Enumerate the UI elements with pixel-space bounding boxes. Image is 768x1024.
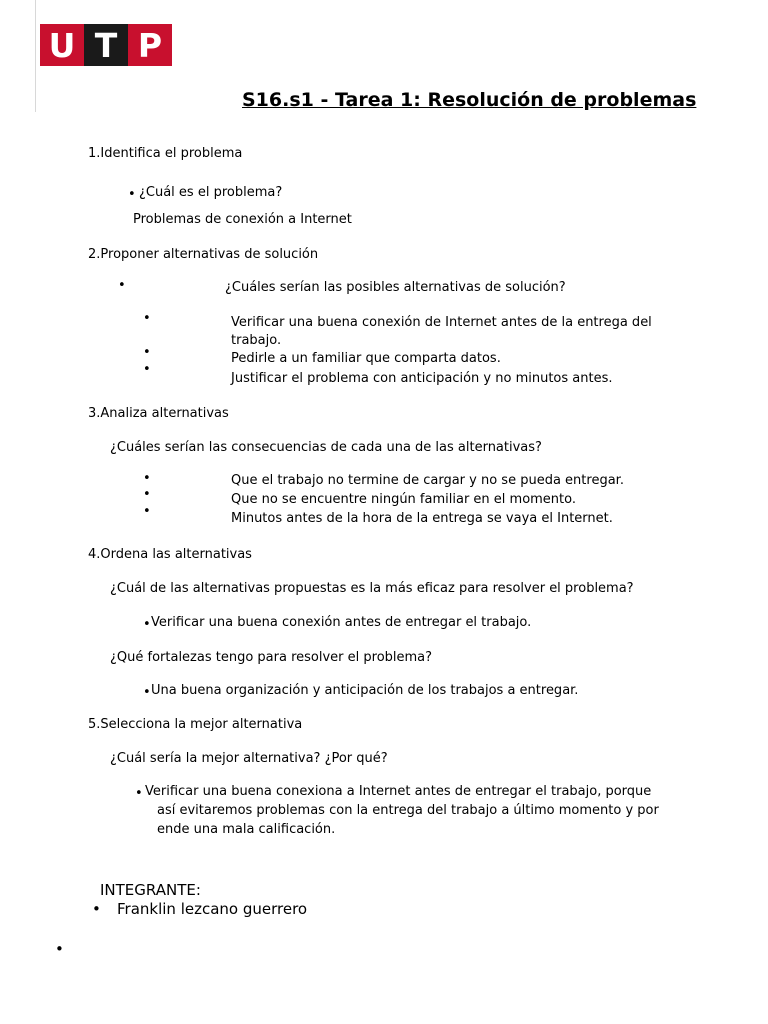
section-4-question-2: ¿Qué fortalezas tengo para resolver el problema? xyxy=(110,650,433,665)
section-3-heading: 3.Analiza alternativas xyxy=(88,406,229,421)
section-1-heading: 1.Identifica el problema xyxy=(88,146,243,161)
bullet: • xyxy=(143,362,151,377)
bullet: • xyxy=(143,487,151,502)
bullet: • xyxy=(128,187,136,202)
document-title: S16.s1 - Tarea 1: Resolución de problemas xyxy=(242,89,697,111)
section-3-answer: Que el trabajo no termine de cargar y no se pueda entregar. xyxy=(231,473,624,488)
section-2-answer-line: trabajo. xyxy=(231,333,282,348)
bullet: • xyxy=(55,940,64,958)
section-2-heading: 2.Proponer alternativas de solución xyxy=(88,247,319,262)
section-3-answer: Que no se encuentre ningún familiar en el momento. xyxy=(231,492,577,507)
section-2-answer-line: Justificar el problema con anticipación y no minutos antes. xyxy=(231,371,613,386)
member-name: Franklin lezcano guerrero xyxy=(117,900,308,918)
section-2-answer-line: Pedirle a un familiar que comparta datos. xyxy=(231,351,501,366)
section-4-answer-2: Una buena organización y anticipación de los trabajos a entregar. xyxy=(151,683,579,698)
bullet: • xyxy=(143,685,151,700)
bullet: • xyxy=(143,345,151,360)
section-4-question: ¿Cuál de las alternativas propuestas es la más eficaz para resolver el problema? xyxy=(110,581,634,596)
section-2-answer-line: Verificar una buena conexión de Internet antes de la entrega del xyxy=(231,315,652,330)
section-4-heading: 4.Ordena las alternativas xyxy=(88,547,252,562)
section-3-answer: Minutos antes de la hora de la entrega se vaya el Internet. xyxy=(231,511,613,526)
logo-letter-t: T xyxy=(84,24,128,66)
section-5-answer-line: así evitaremos problemas con la entrega del trabajo a último momento y por xyxy=(157,803,659,818)
logo-letter-u: U xyxy=(40,24,84,66)
section-5-answer-line: ende una mala calificación. xyxy=(157,822,336,837)
bullet: • xyxy=(143,471,151,486)
section-3-question: ¿Cuáles serían las consecuencias de cada una de las alternativas? xyxy=(110,440,542,455)
bullet: • xyxy=(118,278,126,293)
section-4-answer: Verificar una buena conexión antes de entregar el trabajo. xyxy=(151,615,532,630)
logo-divider xyxy=(35,0,36,112)
section-1-question: ¿Cuál es el problema? xyxy=(139,185,283,200)
bullet: • xyxy=(143,504,151,519)
bullet: • xyxy=(143,311,151,326)
section-2-question: ¿Cuáles serían las posibles alternativas de solución? xyxy=(225,280,566,295)
bullet: • xyxy=(143,617,151,632)
bullet: • xyxy=(92,900,101,918)
section-1-answer: Problemas de conexión a Internet xyxy=(133,212,352,227)
utp-logo xyxy=(40,24,172,66)
bullet: • xyxy=(135,786,143,801)
section-5-question: ¿Cuál sería la mejor alternativa? ¿Por qué? xyxy=(110,751,388,766)
section-5-answer-line: Verificar una buena conexiona a Internet antes de entregar el trabajo, porque xyxy=(145,784,652,799)
logo-letter-p: P xyxy=(128,24,172,66)
section-5-heading: 5.Selecciona la mejor alternativa xyxy=(88,717,303,732)
members-label: INTEGRANTE: xyxy=(100,881,201,899)
